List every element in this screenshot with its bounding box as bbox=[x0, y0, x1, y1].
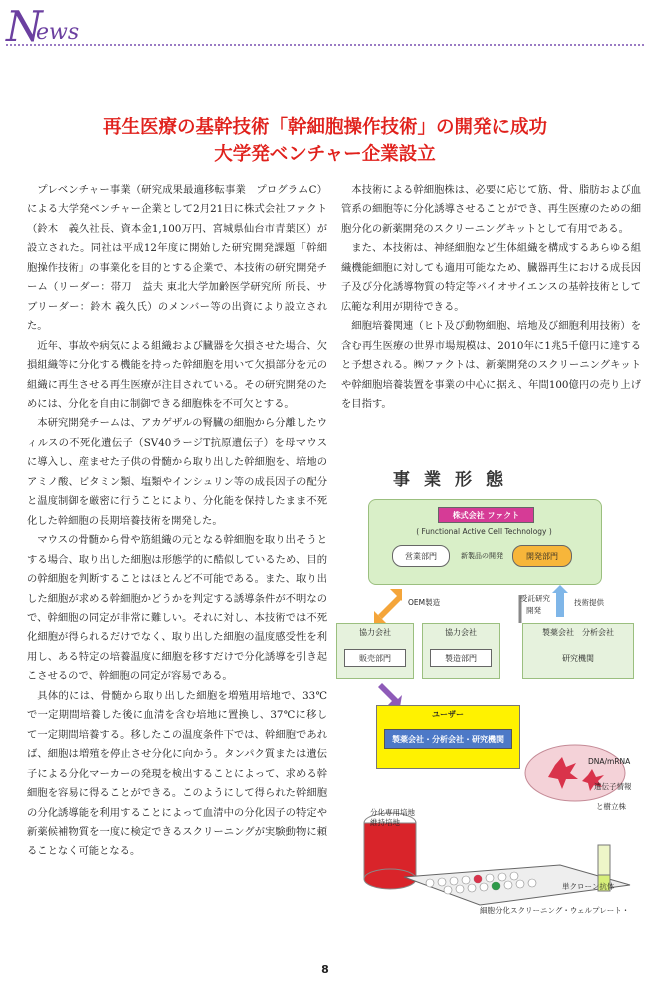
business-model-figure bbox=[330, 455, 640, 915]
article-title bbox=[0, 114, 650, 168]
dna-label: DNA/mRNA bbox=[588, 757, 631, 766]
oem-label: OEM製造 bbox=[408, 598, 441, 607]
left-column bbox=[27, 181, 327, 862]
title-line-2: 大学発ベンチャー企業設立 bbox=[214, 144, 436, 165]
paragraph: 近年、事故や病気による組織および臓器を欠損させた場合、欠損組織等に分化する機能を持った幹細胞を用いて欠損部分を元の組織に再生させる再生医療が注目されている。その研究開発のためには、分化を自由に制御できる細胞株を不可欠とする。 bbox=[27, 339, 327, 410]
partner-1-name: 協力会社 bbox=[359, 628, 391, 637]
paragraph: 本研究開発チームは、アカゲザルの腎臓の細胞から分離したウィルスの不死化遺伝子（SV40ラージT抗原遺伝子）を母マウスに導入し、産ませた子供の骨髄から取り出した幹細胞を、培地のアミノ酸、ビタミン類、塩類やインシュリン等の成長因子の配分と温度制御を厳密に行うことにより、分化能を保持したまま不死化した幹細胞の長期培養技術を開発した。 bbox=[27, 417, 327, 527]
header-divider bbox=[6, 44, 644, 46]
paragraph: マウスの骨髄から骨や筋組織の元となる幹細胞を取り出そうとする場合、取り出した細胞は形態学的に酷似しているため、目的の幹細胞を判断することはほとんど不可能である。また、取り出した細胞が求める幹細胞かどうかを判定する誘導条件が不明なので、幹細胞の同定が非常に難しい。それに対し、本技術では不死化細胞が得られるだけでなく、取り出した細胞の温度感受性を利用し、ある特定の培養温度に細胞を移すだけで分化誘導を引き起こさせるので、幹細胞の同定が容易である。 bbox=[27, 534, 327, 683]
paragraph: また、本技術は、神経細胞など生体組織を構成するあらゆる組織機能細胞に対しても適用可能なため、臓器再生における成長因子及び分化誘導物質の特定等バイオサイエンスの基幹技術として広範な利用が期待できる。 bbox=[341, 242, 641, 313]
dev-dept: 開発部門 bbox=[512, 545, 572, 567]
pharma-name: 製薬会社 分析会社 bbox=[542, 628, 614, 637]
title-line-1: 再生医療の基幹技術「幹細胞操作技術」の開発に成功 bbox=[102, 117, 547, 138]
paragraph: 細胞培養関連（ヒト及び動物細胞、培地及び細胞利用技術）を含む再生医療の世界市場規模は、2010年に1兆5千億円に達すると予想される。㈱ファクトは、新薬開発のスクリーニングキットや幹細胞培養装置を事業の中心に据え、年間100億円の売り上げを目指す。 bbox=[341, 320, 641, 410]
antibody-label: 単クローン抗体 bbox=[562, 882, 615, 891]
gene-info-label: 遺伝子情報 bbox=[594, 782, 632, 791]
medium-label-2: 維持培地 bbox=[370, 818, 400, 827]
paragraph: プレベンチャー事業（研究成果最適移転事業 プログラムC）による大学発ベンチャー企業として2月21日に株式会社ファクト（鈴木 義久社長、資本金1,100万円、宮城県仙台市青葉区）が設立された。同社は平成12年度に開始した研究開発課題「幹細胞操作技術」の事業化を目的とする企業で、本技術の研究開発チーム（リーダー：帯刀 益夫 東北大学加齢医学研究所 所長、サブリーダー：鈴木 義久氏）のメンバー等の出資により設立された。 bbox=[27, 184, 327, 333]
partner-1-dept: 販売部門 bbox=[344, 649, 406, 667]
masthead-initial: N bbox=[6, 2, 43, 51]
user-title: ユーザー bbox=[432, 710, 464, 719]
research-inst: 研究機関 bbox=[562, 654, 594, 663]
figure-title: 事業形態 bbox=[393, 470, 517, 490]
paragraph: 具体的には、骨髄から取り出した細胞を増殖用培地で、33℃で一定期間培養した後に血清を含む培地に置換し、37℃に移して一定期間培養する。移したこの温度条件下では、幹細胞であれば、細胞は増殖を停止させ分化に向かう。タンパク質または遺伝子による分化マーカーの発現を検出することによって、求める幹細胞を容易に得ることができる。このようにして得られた幹細胞の分化誘導能を利用することによって血清中の分化因子の特定や新薬候補物質を一度に検定できるスクリーニングが実験動物に頼ることなく可能となる。 bbox=[27, 689, 327, 858]
sales-dept: 営業部門 bbox=[392, 545, 450, 567]
masthead-rest: ews bbox=[36, 20, 80, 45]
well-plate-label: 細胞分化スクリーニング・ウェルプレート・ bbox=[480, 906, 630, 915]
tech-provide-label: 技術提供 bbox=[574, 598, 604, 607]
company-name: 株式会社 ファクト bbox=[438, 507, 534, 523]
clone-label: と樹立株 bbox=[596, 802, 626, 811]
user-types: 製薬会社・分析会社・研究機関 bbox=[384, 729, 512, 749]
partner-2-name: 協力会社 bbox=[445, 628, 477, 637]
partner-2-dept: 製造部門 bbox=[430, 649, 492, 667]
contract-research-label: 受託研究 bbox=[520, 594, 550, 603]
medium-label: 分化専用培地 bbox=[370, 808, 415, 817]
contract-research-label-2: 開発 bbox=[526, 606, 541, 615]
page-number: 8 bbox=[321, 963, 329, 976]
paragraph: 本技術による幹細胞株は、必要に応じて筋、骨、脂肪および血管系の細胞等に分化誘導させることができ、再生医療のための細胞分化の新薬開発のスクリーニングキットとして有用である。 bbox=[341, 184, 641, 235]
new-product-dev: 新製品の開発 bbox=[461, 552, 503, 560]
right-column bbox=[341, 181, 641, 414]
news-masthead bbox=[6, 2, 106, 51]
company-fullname: ( Functional Active Cell Technology ) bbox=[416, 527, 552, 536]
